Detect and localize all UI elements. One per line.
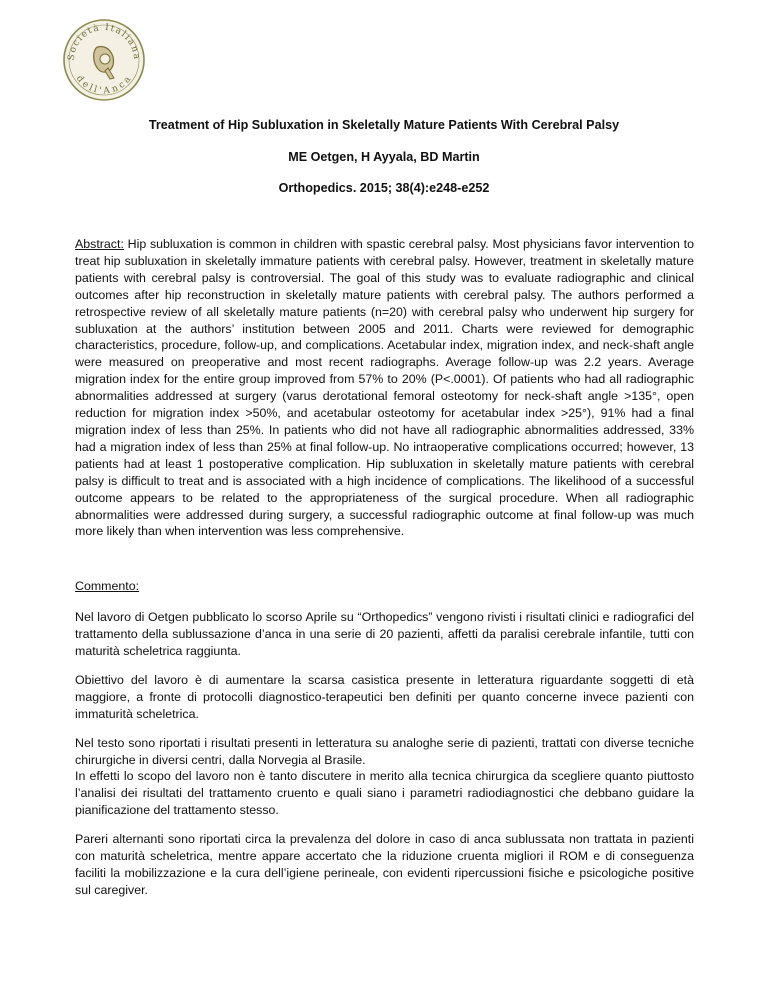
article-citation: Orthopedics. 2015; 38(4):e248-e252: [278, 181, 490, 195]
society-logo: [62, 18, 146, 102]
comment-paragraph-5: Pareri alternanti sono riportati circa la prevalenza del dolore in caso di anca sublussata non trattata in pazienti con maturità scheletrica, mentre appare accertato che la riduzione cruenta migliori il ROM e di conseguenza faciliti la mobilizzazione e la cura dell’igiene perineale, con evidenti ripercussioni fisiche e psicologiche positive sul caregiver.: [75, 832, 694, 897]
comment-section: [75, 578, 694, 899]
article-authors: ME Oetgen, H Ayyala, BD Martin: [288, 150, 480, 164]
svg-text:dell'Anca: dell'Anca: [73, 73, 135, 97]
comment-paragraph-3: Nel testo sono riportati i risultati presenti in letteratura su analoghe serie di pazienti, trattati con diverse tecniche chirurgiche in diversi centri, dalla Norvegia al Brasile.: [75, 735, 694, 767]
abstract-text: Hip subluxation is common in children with spastic cerebral palsy. Most physicians favor intervention to treat hip subluxation in skeletally immature patients with cerebral palsy. However, treatment in skeletally mature patients with cerebral palsy is controversial. The goal of this study was to evaluate radiographic and clinical outcomes after hip reconstruction in skeletally mature patients with cerebral palsy. The authors performed a retrospective review of all skeletally mature patients (n=20) with cerebral palsy who underwent hip surgery for subluxation at the authors’ institution between 2005 and 2011. Charts were reviewed for demographic characteristics, procedure, follow-up, and complications. Acetabular index, migration index, and neck-shaft angle were measured on preoperative and most recent radiographs. Average follow-up was 2.2 years. Average migration index for the entire group improved from 57% to 20% (P<.0001). Of patients who had all radiographic abnormalities addressed at surgery (varus derotational femoral osteotomy for neck-shaft angle >135°, open reduction for migration index >50%, and acetabular osteotomy for acetabular index >25°), 91% had a final migration index of less than 25%. In patients who did not have all radiographic abnormalities addressed, 33% had a migration index of less than 25% at final follow-up. No intraoperative complications occurred; however, 13 patients had at least 1 postoperative complication. Hip subluxation in skeletally mature patients with cerebral palsy is difficult to treat and is associated with a high incidence of complications. The likelihood of a successful outcome appears to be related to the appropriateness of the surgical procedure. When all radiographic abnormalities were addressed during surgery, a successful radiographic outcome at final follow-up was much more likely than when intervention was less comprehensive.: [75, 237, 694, 539]
comment-paragraph-1: Nel lavoro di Oetgen pubblicato lo scorso Aprile su “Orthopedics” vengono rivisti i risultati clinici e radiografici del trattamento della sublussazione d’anca in una serie di 20 pazienti, affetti da paralisi cerebrale infantile, tutti con maturità scheletrica raggiunta.: [75, 610, 694, 659]
article-title: Treatment of Hip Subluxation in Skeletally Mature Patients With Cerebral Palsy: [148, 118, 620, 132]
society-seal-icon: [62, 18, 146, 102]
article-header: [60, 118, 708, 195]
comment-paragraph-4: In effetti lo scopo del lavoro non è tanto discutere in merito alla tecnica chirurgica da scegliere quanto piuttosto l’analisi dei risultati del trattamento cruento e quali siano i parametri radiodiagnostici che debbano guidare la pianificazione del trattamento stesso.: [75, 769, 694, 818]
comment-heading: Commento:: [75, 579, 140, 594]
abstract-label: Abstract:: [75, 237, 124, 251]
document-body: [75, 236, 694, 899]
svg-text:Società Italiana: Società Italiana: [66, 22, 142, 62]
comment-paragraph-2: Obiettivo del lavoro è di aumentare la scarsa casistica presente in letteratura riguardante soggetti di età maggiore, a fronte di protocolli diagnostico-terapeutici ben definiti per quanto concerne invece pazienti con immaturità scheletrica.: [75, 672, 694, 721]
abstract-section: [75, 236, 694, 540]
abstract-paragraph: [75, 236, 694, 540]
